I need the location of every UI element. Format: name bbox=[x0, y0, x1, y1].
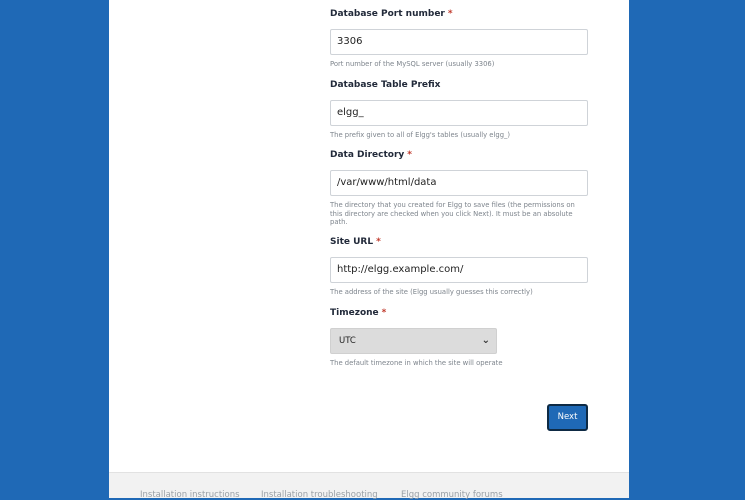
prefix-label: Database Table Prefix bbox=[330, 80, 441, 90]
port-help: Port number of the MySQL server (usually 3306) bbox=[330, 60, 495, 68]
prefix-field-group bbox=[330, 79, 588, 140]
install-panel bbox=[109, 0, 629, 500]
timezone-select[interactable] bbox=[330, 328, 497, 354]
data-dir-field-group bbox=[330, 149, 588, 227]
site-url-field-group bbox=[330, 236, 588, 297]
required-marker: * bbox=[447, 9, 453, 19]
required-marker: * bbox=[381, 308, 387, 318]
prefix-help: The prefix given to all of Elgg's tables (usually elgg_) bbox=[330, 131, 511, 139]
timezone-label: Timezone bbox=[330, 308, 379, 318]
timezone-field-group bbox=[330, 307, 588, 368]
prefix-input[interactable]: elgg_ bbox=[330, 100, 588, 126]
footer-link-community-forums[interactable]: Elgg community forums bbox=[401, 490, 503, 500]
footer bbox=[109, 472, 629, 498]
required-marker: * bbox=[407, 150, 412, 160]
data-dir-help: The directory that you created for Elgg to save files (the permissions on this directory are checked when you click Next). It must be an absolute path. bbox=[330, 201, 575, 226]
site-url-label: Site URL bbox=[330, 237, 374, 247]
required-marker: * bbox=[376, 237, 381, 247]
footer-link-installation-instructions[interactable]: Installation instructions bbox=[140, 490, 240, 500]
site-url-input[interactable]: http://elgg.example.com/ bbox=[330, 257, 588, 283]
timezone-value: UTC bbox=[339, 336, 356, 346]
port-input[interactable]: 3306 bbox=[330, 29, 588, 55]
data-dir-input[interactable]: /var/www/html/data bbox=[330, 170, 588, 196]
timezone-help: The default timezone in which the site will operate bbox=[330, 359, 503, 367]
data-dir-label: Data Directory bbox=[330, 150, 405, 160]
port-field-group bbox=[330, 8, 588, 69]
chevron-down-icon: ⌄ bbox=[481, 335, 490, 346]
footer-link-installation-troubleshooting[interactable]: Installation troubleshooting bbox=[261, 490, 378, 500]
site-url-help: The address of the site (Elgg usually guesses this correctly) bbox=[330, 288, 533, 296]
next-button[interactable]: Next bbox=[547, 404, 588, 431]
port-label: Database Port number bbox=[330, 9, 445, 19]
